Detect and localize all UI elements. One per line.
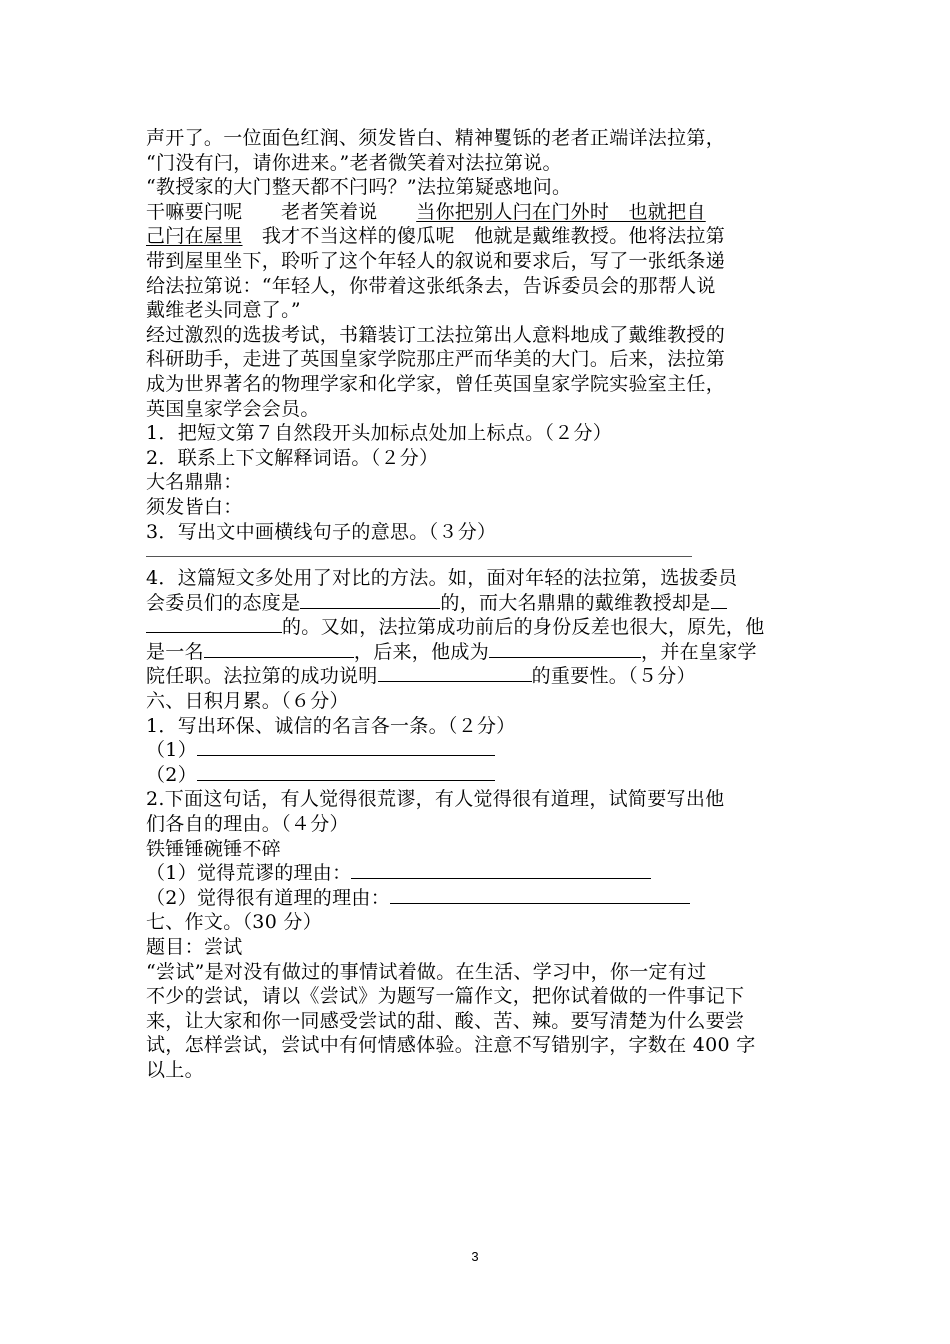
item-label: （2）觉得很有道理的理由： [146, 886, 390, 909]
story-line: 带到屋里坐下，聆听了这个年轻人的叙说和要求后，写了一张纸条递 [146, 249, 726, 272]
question-4-line: 4．这篇短文多处用了对比的方法。如，面对年轻的法拉第，选拔委员 [146, 567, 738, 590]
essay-instructions: 试，怎样尝试，尝试中有何情感体验。注意不写错别字，字数在 400 字 [146, 1034, 756, 1057]
fill-blank[interactable] [351, 862, 651, 879]
question-2-term-1: 大名鼎鼎： [146, 471, 243, 494]
item-label: （1） [146, 739, 197, 762]
underlined-sentence: 当你把别人闩在门外时 也就把自 [416, 200, 706, 223]
quote-answer-2 [146, 763, 810, 788]
q4-text: 的。又如，法拉第成功前后的身份反差也很大，原先，他 [282, 616, 765, 639]
document-page [146, 126, 810, 1083]
q4-text: 的重要性。（５分） [531, 665, 696, 688]
story-line: “门没有闩，请你进来。”老者微笑着对法拉第说。 [146, 151, 562, 174]
answer-line[interactable] [146, 556, 692, 557]
page-number: 3 [471, 1249, 479, 1264]
underlined-sentence: 己闩在屋里 [146, 225, 243, 248]
q4-text: 院任职。法拉第的成功说明 [146, 665, 378, 688]
section-7-title: 七、作文。（30 分） [146, 911, 323, 934]
story-line: “教授家的大门整天都不闩吗？”法拉第疑惑地问。 [146, 176, 572, 199]
story-line: 给法拉第说：“年轻人，你带着这张纸条去，告诉委员会的那帮人说 [146, 274, 716, 297]
section-6-question-2: 们各自的理由。（４分） [146, 813, 349, 836]
section-6-question-1: 1．写出环保、诚信的名言各一条。（２分） [146, 714, 516, 737]
essay-instructions: 以上。 [146, 1058, 204, 1081]
fill-blank[interactable] [378, 665, 532, 682]
q4-text: ，并在皇家学 [641, 640, 757, 663]
fill-blank[interactable] [390, 887, 690, 904]
story-line: 经过激烈的选拔考试，书籍装订工法拉第出人意料地成了戴维教授的 [146, 323, 726, 346]
fill-blank[interactable] [711, 592, 727, 609]
essay-topic: 题目：尝试 [146, 936, 243, 958]
reason-1 [146, 861, 810, 886]
fill-blank[interactable] [146, 616, 282, 633]
question-4-line [146, 664, 810, 689]
story-text: 我才不当这样的傻瓜呢 他就是戴维教授。他将法拉第 [242, 225, 726, 248]
answer-area [146, 544, 810, 562]
fill-blank[interactable] [197, 764, 495, 781]
story-line: 声开了。一位面色红润、须发皆白、精神矍铄的老者正端详法拉第， [146, 127, 726, 149]
story-line: 英国皇家学会会员。 [146, 397, 320, 420]
item-label: （2） [146, 763, 197, 786]
reason-2 [146, 886, 810, 911]
section-6-question-2: 2.下面这句话，有人觉得很荒谬，有人觉得很有道理，试简要写出他 [146, 788, 725, 811]
story-line: 科研助手，走进了英国皇家学院那庄严而华美的大门。后来，法拉第 [146, 348, 726, 371]
q4-text: 是一名 [146, 640, 204, 663]
story-line: 成为世界著名的物理学家和化学家，曾任英国皇家学院实验室主任， [146, 372, 726, 395]
quote-answer-1 [146, 738, 810, 763]
story-line: 戴维老头同意了。” [146, 299, 301, 322]
fill-blank[interactable] [204, 641, 354, 658]
question-4-line [146, 615, 810, 640]
story-line [146, 200, 810, 225]
question-2: 2．联系上下文解释词语。（２分） [146, 446, 439, 469]
fill-blank[interactable] [300, 592, 440, 609]
question-2-term-2: 须发皆白： [146, 495, 243, 518]
item-label: （1）觉得荒谬的理由： [146, 862, 352, 885]
q4-text: 会委员们的态度是 [146, 591, 301, 614]
story-text: 干嘛要闩呢 老者笑着说 [146, 200, 417, 223]
question-4-line [146, 640, 810, 665]
q4-text: ，后来，他成为 [353, 640, 490, 663]
question-1: 1．把短文第７自然段开头加标点处加上标点。（２分） [146, 422, 613, 445]
question-3: 3．写出文中画横线句子的意思。（３分） [146, 520, 497, 543]
q4-text: 的，而大名鼎鼎的戴维教授却是 [440, 591, 711, 614]
essay-instructions: “尝试”是对没有做过的事情试着做。在生活、学习中，你一定有过 [146, 960, 707, 983]
saying: 铁锤锤碗锤不碎 [146, 837, 282, 860]
story-line [146, 224, 810, 249]
fill-blank[interactable] [489, 641, 641, 658]
question-4-line [146, 591, 810, 616]
essay-instructions: 不少的尝试，请以《尝试》为题写一篇作文，把你试着做的一件事记下 [146, 985, 745, 1008]
fill-blank[interactable] [197, 739, 495, 756]
section-6-title: 六、日积月累。（６分） [146, 690, 349, 713]
essay-instructions: 来，让大家和你一同感受尝试的甜、酸、苦、辣。要写清楚为什么要尝 [146, 1009, 745, 1032]
